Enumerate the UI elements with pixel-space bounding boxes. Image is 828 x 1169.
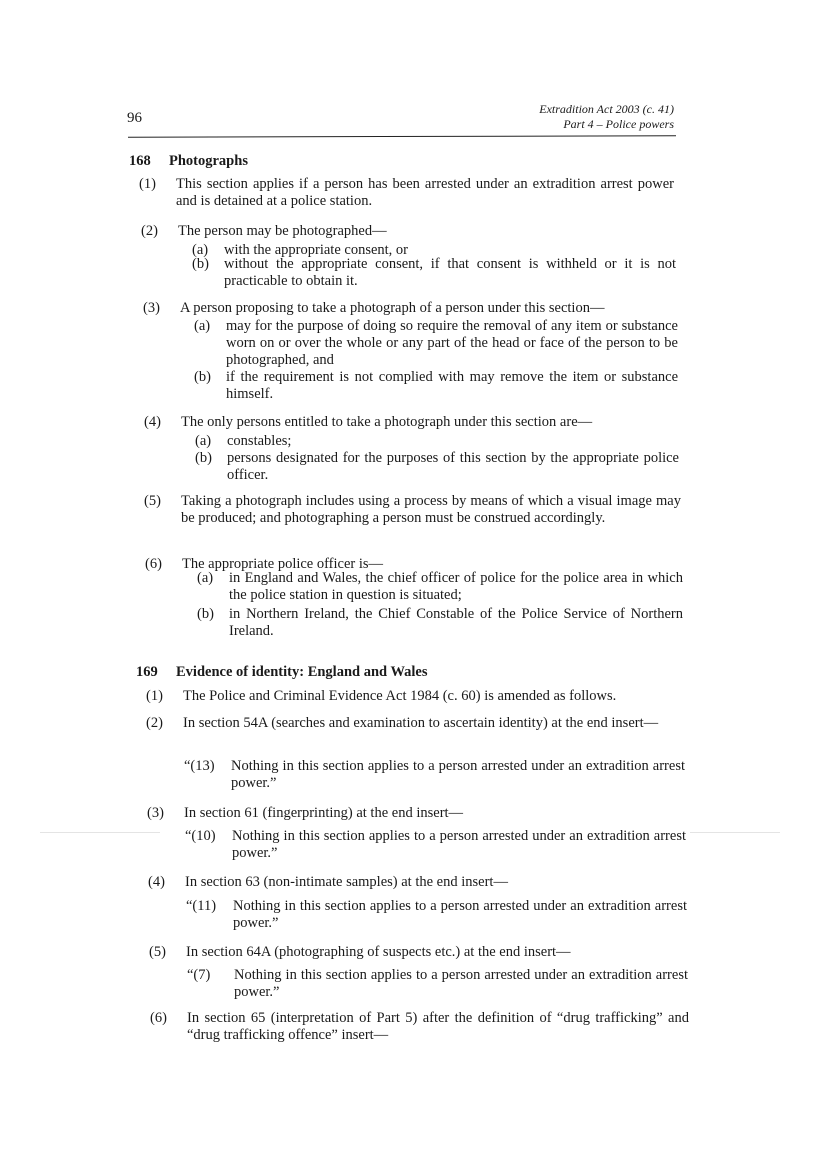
inserted-text-13 <box>184 758 685 792</box>
subsection-number: (2) <box>141 223 158 239</box>
inserted-text-7 <box>187 967 688 1001</box>
subsection-text: In section 64A (photographing of suspects etc.) at the end insert— <box>186 944 571 960</box>
section-heading-169 <box>136 664 428 681</box>
subsection-number: (1) <box>139 176 156 192</box>
subsection-text: Taking a photograph includes using a process by means of which a visual image may be produced; and photographing a person must be construed accordingly. <box>181 493 681 526</box>
paragraph-text: persons designated for the purposes of this section by the appropriate police officer. <box>227 450 679 483</box>
subsection-168-3 <box>143 300 678 317</box>
subsection-168-2 <box>141 223 676 240</box>
running-header <box>539 102 674 132</box>
paragraph-text: if the requirement is not complied with may remove the item or substance himself. <box>226 369 678 402</box>
inserted-number: “(11) <box>186 898 217 914</box>
subsection-number: (2) <box>146 715 163 731</box>
subsection-text: In section 61 (fingerprinting) at the end insert— <box>184 805 464 821</box>
subsection-text: In section 65 (interpretation of Part 5) after the definition of “drug trafficking” and “drug trafficking offence” insert— <box>187 1010 689 1043</box>
subsection-number: (5) <box>144 493 161 509</box>
section-title: Evidence of identity: England and Wales <box>176 664 428 680</box>
paragraph-number: (b) <box>194 369 211 385</box>
subsection-number: (3) <box>143 300 160 316</box>
subsection-text: The only persons entitled to take a photograph under this section are— <box>181 414 593 430</box>
subsection-169-2 <box>146 715 685 732</box>
paragraph-text: with the appropriate consent, or <box>224 242 409 258</box>
paragraph-number: (a) <box>194 318 211 334</box>
paragraph-text: in England and Wales, the chief officer of police for the police area in which the police station in question is situated; <box>229 570 683 603</box>
paragraph-168-6-b <box>197 606 683 640</box>
inserted-text-10 <box>185 828 686 862</box>
inserted-number: “(13) <box>184 758 215 774</box>
subsection-168-1 <box>139 176 674 210</box>
paragraph-168-3-b <box>194 369 678 403</box>
scan-artifact-line <box>690 832 780 833</box>
subsection-text: The appropriate police officer is— <box>182 556 384 572</box>
act-title: Extradition Act 2003 (c. 41) <box>539 102 674 116</box>
subsection-168-5 <box>144 493 681 527</box>
paragraph-text: without the appropriate consent, if that consent is withheld or it is not practicable to obtain it. <box>224 256 676 289</box>
header-rule <box>128 135 676 137</box>
subsection-number: (3) <box>147 805 164 821</box>
paragraph-168-4-b <box>195 450 679 484</box>
inserted-text-11 <box>186 898 687 932</box>
subsection-number: (4) <box>144 414 161 430</box>
inserted-body: Nothing in this section applies to a person arrested under an extradition arrest power.” <box>234 967 688 1000</box>
subsection-169-5 <box>149 944 688 961</box>
subsection-number: (6) <box>145 556 162 572</box>
paragraph-text: may for the purpose of doing so require the removal of any item or substance worn on or over the whole or any part of the head or face of the person to be photographed, and <box>226 318 678 368</box>
inserted-number: “(7) <box>187 967 211 983</box>
paragraph-text: constables; <box>227 433 292 449</box>
paragraph-168-2-b <box>192 256 676 290</box>
subsection-text: In section 63 (non-intimate samples) at the end insert— <box>185 874 508 890</box>
inserted-body: Nothing in this section applies to a person arrested under an extradition arrest power.” <box>232 828 686 861</box>
subsection-text: In section 54A (searches and examination to ascertain identity) at the end insert— <box>183 715 659 731</box>
subsection-169-6 <box>150 1010 689 1044</box>
subsection-text: A person proposing to take a photograph of a person under this section— <box>180 300 605 316</box>
paragraph-168-3-a <box>194 318 678 369</box>
subsection-number: (5) <box>149 944 166 960</box>
section-heading-168 <box>129 153 248 170</box>
inserted-body: Nothing in this section applies to a person arrested under an extradition arrest power.” <box>233 898 687 931</box>
paragraph-168-4-a <box>195 433 679 450</box>
scan-artifact-line <box>40 832 160 833</box>
subsection-number: (6) <box>150 1010 167 1026</box>
paragraph-number: (b) <box>195 450 212 466</box>
subsection-number: (1) <box>146 688 163 704</box>
page-number: 96 <box>127 110 142 126</box>
subsection-168-4 <box>144 414 679 431</box>
paragraph-text: in Northern Ireland, the Chief Constable of the Police Service of Northern Ireland. <box>229 606 683 639</box>
paragraph-number: (b) <box>192 256 209 272</box>
subsection-number: (4) <box>148 874 165 890</box>
inserted-body: Nothing in this section applies to a person arrested under an extradition arrest power.” <box>231 758 685 791</box>
paragraph-number: (a) <box>197 570 214 586</box>
section-number: 168 <box>129 153 151 169</box>
paragraph-168-6-a <box>197 570 683 604</box>
section-number: 169 <box>136 664 158 680</box>
paragraph-number: (a) <box>192 242 209 258</box>
subsection-text: This section applies if a person has been arrested under an extradition arrest power and is detained at a police station. <box>176 176 674 209</box>
subsection-169-3 <box>147 805 686 822</box>
subsection-169-1 <box>146 688 685 705</box>
subsection-text: The person may be photographed— <box>178 223 387 239</box>
subsection-169-4 <box>148 874 687 891</box>
paragraph-number: (a) <box>195 433 212 449</box>
inserted-number: “(10) <box>185 828 216 844</box>
part-title: Part 4 – Police powers <box>563 117 674 131</box>
section-title: Photographs <box>169 153 248 169</box>
subsection-text: The Police and Criminal Evidence Act 1984 (c. 60) is amended as follows. <box>183 688 617 704</box>
paragraph-number: (b) <box>197 606 214 622</box>
